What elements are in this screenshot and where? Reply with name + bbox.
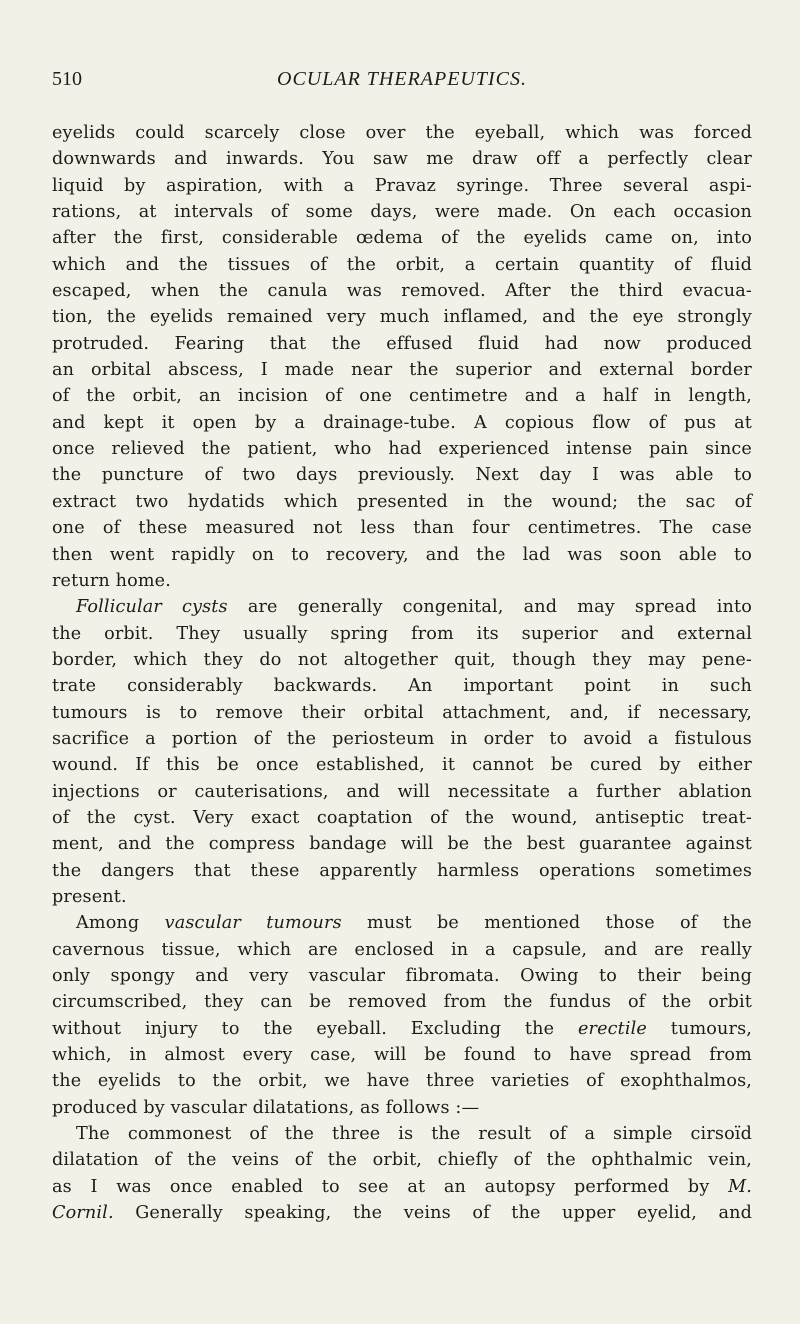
text-line — [52, 1147, 752, 1173]
text-line — [52, 436, 752, 462]
text-line — [52, 1174, 752, 1200]
text-line — [52, 937, 752, 963]
text-segment: and kept it open by a drainage-tube. A copious flow of pus at — [52, 412, 752, 433]
text-line — [52, 647, 752, 673]
italic-text: vascular tumours — [164, 913, 342, 934]
text-line — [52, 410, 752, 436]
running-title: OCULAR THERAPEUTICS. — [277, 68, 527, 90]
text-line — [52, 146, 752, 172]
text-line — [52, 621, 752, 647]
text-line — [52, 304, 752, 330]
italic-text: erectile — [577, 1018, 647, 1039]
text-line — [52, 120, 752, 146]
text-line — [52, 199, 752, 225]
italic-text: Follicular cysts — [76, 597, 228, 618]
text-segment: trate considerably backwards. An important point in such — [52, 676, 752, 697]
text-segment: only spongy and very vascular fibromata. Owing to their being — [52, 966, 752, 986]
text-segment: one of these measured not less than four centimetres. The case — [52, 518, 752, 539]
text-line — [52, 252, 752, 278]
text-segment: tumours is to remove their orbital attachment, and, if necessary, — [52, 702, 752, 723]
text-line — [52, 515, 752, 541]
text-segment: dilatation of the veins of the orbit, chiefly of the ophthalmic vein, — [52, 1150, 752, 1171]
body-text — [52, 120, 752, 1226]
text-segment: an orbital abscess, I made near the superior and external border — [52, 360, 752, 381]
text-segment: eyelids could scarcely close over the eyeball, which was forced — [52, 123, 752, 143]
text-segment: escaped, when the canula was removed. After the third evacua- — [52, 281, 752, 302]
text-line — [52, 568, 752, 594]
text-line — [52, 858, 752, 884]
text-segment: as I was once enabled to see at an autopsy performed by — [52, 1176, 729, 1197]
text-line — [52, 779, 752, 805]
text-line — [52, 1121, 752, 1147]
text-line — [52, 542, 752, 568]
text-segment: after the first, considerable œdema of the eyelids came on, into — [52, 228, 752, 249]
text-segment: the puncture of two days previously. Next day I was able to — [52, 465, 752, 486]
italic-text: M. — [728, 1176, 752, 1197]
text-segment: Among — [76, 913, 165, 934]
text-segment: are generally congenital, and may spread into — [227, 597, 752, 618]
text-line — [52, 383, 752, 409]
text-line — [52, 594, 752, 620]
text-segment: of the orbit, an incision of one centimetre and a half in length, — [52, 386, 752, 407]
text-segment: injections or cauterisations, and will necessitate a further ablation — [52, 781, 752, 802]
text-segment: cavernous tissue, which are enclosed in a capsule, and are really — [52, 939, 752, 960]
text-segment: which and the tissues of the orbit, a certain quantity of fluid — [52, 254, 752, 275]
text-segment: of the cyst. Very exact coaptation of the wound, antiseptic treat- — [52, 807, 752, 828]
text-line — [52, 462, 752, 488]
text-segment: border, which they do not altogether quit, though they may pene- — [52, 649, 752, 670]
text-segment: the dangers that these apparently harmless operations sometimes — [52, 860, 752, 881]
text-line — [52, 989, 752, 1015]
text-segment: tion, the eyelids remained very much inflamed, and the eye strongly — [52, 307, 752, 328]
text-line — [52, 805, 752, 831]
text-line — [52, 752, 752, 778]
text-segment: the orbit. They usually spring from its superior and external — [52, 623, 752, 644]
text-segment: extract two hydatids which presented in the wound; the sac of — [52, 491, 752, 512]
text-line — [52, 726, 752, 752]
text-line — [52, 831, 752, 857]
text-line — [52, 1068, 752, 1094]
text-segment: circumscribed, they can be removed from the fundus of the orbit — [52, 992, 752, 1013]
text-line — [52, 278, 752, 304]
text-segment: which, in almost every case, will be found to have spread from — [52, 1045, 752, 1066]
text-line — [52, 700, 752, 726]
text-segment: liquid by aspiration, with a Pravaz syringe. Three several aspi- — [52, 175, 752, 196]
text-line — [52, 489, 752, 515]
text-line — [52, 910, 752, 936]
text-line — [52, 1095, 752, 1121]
text-segment: protruded. Fearing that the effused fluid had now produced — [52, 333, 752, 354]
text-segment: must be mentioned those of the — [341, 913, 752, 934]
text-line — [52, 884, 752, 910]
page-header — [52, 68, 752, 102]
italic-text: Cornil. — [52, 1203, 114, 1224]
text-segment: return home. — [52, 570, 171, 591]
text-line — [52, 173, 752, 199]
text-segment: present. — [52, 886, 127, 907]
text-line — [52, 357, 752, 383]
text-segment: rations, at intervals of some days, were made. On each occasion — [52, 202, 752, 223]
text-segment: without injury to the eyeball. Excluding the — [52, 1018, 578, 1039]
text-line — [52, 1042, 752, 1068]
text-segment: produced by vascular dilatations, as follows :— — [52, 1097, 480, 1118]
text-segment: Generally speaking, the veins of the upper eyelid, and — [113, 1203, 752, 1224]
text-segment: downwards and inwards. You saw me draw off a perfectly clear — [52, 149, 752, 170]
text-line — [52, 1016, 752, 1042]
text-segment: then went rapidly on to recovery, and the lad was soon able to — [52, 544, 752, 565]
text-line — [52, 1200, 752, 1226]
text-segment: ment, and the compress bandage will be the best guarantee against — [52, 834, 752, 855]
text-segment: The commonest of the three is the result of a simple cirsoïd — [76, 1124, 752, 1145]
text-segment: the eyelids to the orbit, we have three varieties of exophthalmos, — [52, 1071, 752, 1092]
text-segment: sacrifice a portion of the periosteum in order to avoid a fistulous — [52, 728, 752, 749]
text-line — [52, 963, 752, 989]
page-number: 510 — [52, 68, 82, 90]
text-line — [52, 673, 752, 699]
text-segment: once relieved the patient, who had experienced intense pain since — [52, 439, 752, 460]
text-line — [52, 225, 752, 251]
text-segment: tumours, — [646, 1018, 752, 1039]
text-segment: wound. If this be once established, it cannot be cured by either — [52, 755, 752, 776]
text-line — [52, 331, 752, 357]
